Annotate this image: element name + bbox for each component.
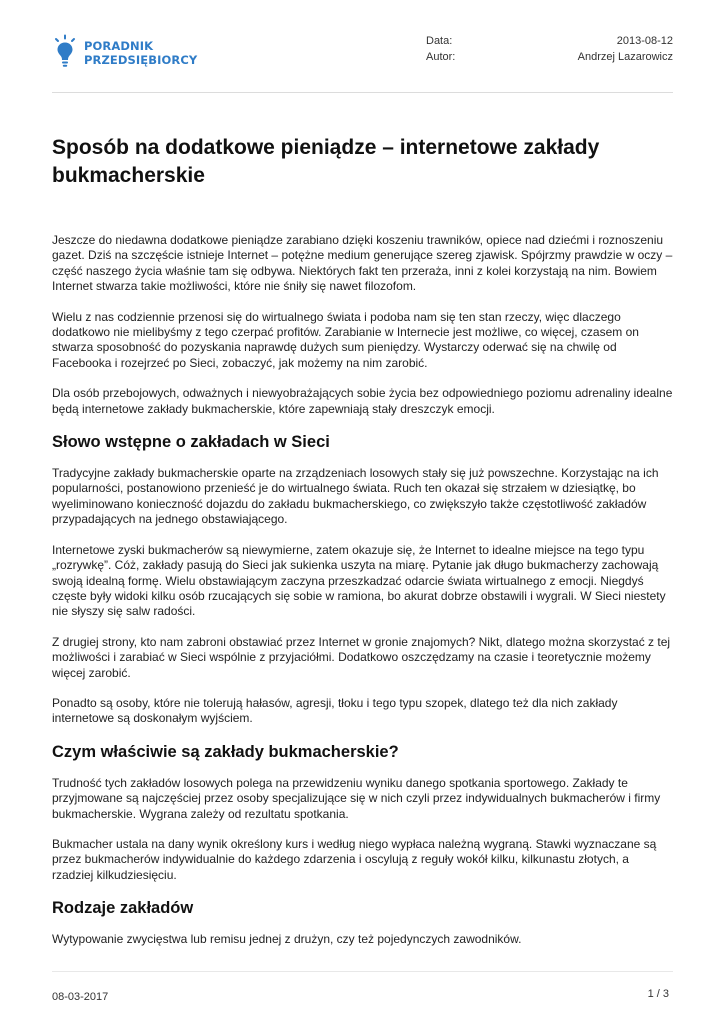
lightbulb-icon (52, 34, 78, 73)
logo[interactable] (52, 34, 197, 73)
meta-author-row (426, 49, 673, 65)
paragraph: Trudność tych zakładów losowych polega na przewidzeniu wyniku danego spotkania sportowego. Zakłady te przyjmowane są najczęściej przez osoby specjalizujące się w nich czyli przez indywidualnych bukmacherów i firmy bukmacherskie. Wygrana zależy od rezultatu spotkania. (52, 775, 661, 821)
paragraph: Wielu z nas codziennie przenosi się do wirtualnego świata i podoba nam się ten stan rzeczy, więc dlaczego dodatkowo nie mielibyśmy z tego czerpać profitów. Zarabianie w Internecie jest możliwe, co więcej, czasem on stwarza sposobność do pozyskania naprawdę dużych sum pieniędzy. Wystarczy oderwać się na chwilę od Facebooka i rozejrzeć po Sieci, zobaczyć, jak możemy na nim zarobić. (52, 309, 639, 370)
page-header (0, 0, 725, 94)
logo-line-1: PORADNIK (84, 39, 154, 53)
date-value: 2013-08-12 (616, 35, 673, 47)
header-divider (52, 92, 673, 93)
paragraph: Z drugiej strony, kto nam zabroni obstawiać przez Internet w gronie znajomych? Nikt, dlatego można skorzystać z tej możliwości i zarabiać w Sieci wspólnie z przyjaciółmi. Dodatkowo oszczędzamy na czasie i teoretycznie możemy więcej zarobić. (52, 634, 671, 680)
article-body (52, 233, 673, 963)
footer-divider (52, 971, 673, 972)
author-value: Andrzej Lazarowicz (577, 51, 673, 63)
date-label: Data: (426, 35, 453, 47)
paragraph: Dla osób przebojowych, odważnych i niewyobrażających sobie życia bez odpowiedniego poziomu adrenaliny idealne będą internetowe zakłady bukmacherskie, które zapewniają stały dreszczyk emocji. (52, 386, 673, 416)
paragraph: Bukmacher ustala na dany wynik określony kurs i według niego wypłaca należną wygraną. Stawki wyznaczane są przez bukmacherów indywidualnie do każdego zdarzenia i oscylują z reguły wokół kilku, kilkunastu złotych, a rzadziej kilkudziesięciu. (52, 836, 657, 882)
article-title: Sposób na dodatkowe pieniądze – internetowe zakłady bukmacherskie (52, 136, 600, 187)
logo-text (84, 39, 197, 67)
footer-date: 08-03-2017 (52, 991, 109, 1003)
section-heading: Słowo wstępne o zakładach w Sieci (52, 433, 330, 452)
paragraph: Internetowe zyski bukmacherów są niewymierne, zatem okazuje się, że Internet to idealne miejsce na tego typu „rozrywkę”. Cóż, zakłady pasują do Sieci jak sukienka uszyta na miarę. Pytanie jak długo bukmacherzy zachowają swoją idealną formę. Wielu obstawiającym zaczyna przeszkadzać odarcie świata wirtualnego z emocji. Niegdyś częste były widoki kilku osób rzucających się sobie w ramiona, bo akurat dobrze obstawili i wygrali. W Sieci niestety nie słyszy się salw radości. (52, 542, 666, 619)
section-heading: Rodzaje zakładów (52, 899, 194, 918)
paragraph: Ponadto są osoby, które nie tolerują hałasów, agresji, tłoku i tego typu szopek, dlatego też dla nich zakłady internetowe są doskonałym wyjściem. (52, 695, 618, 726)
paragraph: Wytypowanie zwycięstwa lub remisu jednej z drużyn, czy też pojedynczych zawodników. (52, 932, 522, 947)
page-number: 1 / 3 (647, 988, 669, 1000)
author-label: Autor: (426, 51, 456, 63)
document-meta (426, 33, 673, 65)
paragraph: Tradycyjne zakłady bukmacherskie oparte na zrządzeniach losowych stały się już powszechne. Korzystając na ich popularności, postanowiono przenieść je do wirtualnego świata. Ruch ten okazał się strzałem w dziesiątkę, bo wyeliminowano konieczność dojazdu do zakładu bukmacherskiego, co zwiększyło także częstotliwość zakładów przypadających na jednego obstawiającego. (52, 466, 659, 527)
meta-date-row (426, 33, 673, 49)
paragraph: Jeszcze do niedawna dodatkowe pieniądze zarabiano dzięki koszeniu trawników, opiece nad dziećmi i roznoszeniu gazet. Dziś na szczęście istnieje Internet – potężne medium generujące szereg zjawisk. Spójrzmy prawdzie w oczy – część naszego życia właśnie tam się odbywa. Niektórych fakt ten przeraża, inni z kolei korzystają na nim. Bowiem Internet stwarza takie możliwości, które nie śniły się nawet filozofom. (52, 233, 673, 294)
logo-line-2: PRZEDSIĘBIORCY (84, 53, 198, 67)
section-heading: Czym właściwie są zakłady bukmacherskie? (52, 742, 399, 761)
